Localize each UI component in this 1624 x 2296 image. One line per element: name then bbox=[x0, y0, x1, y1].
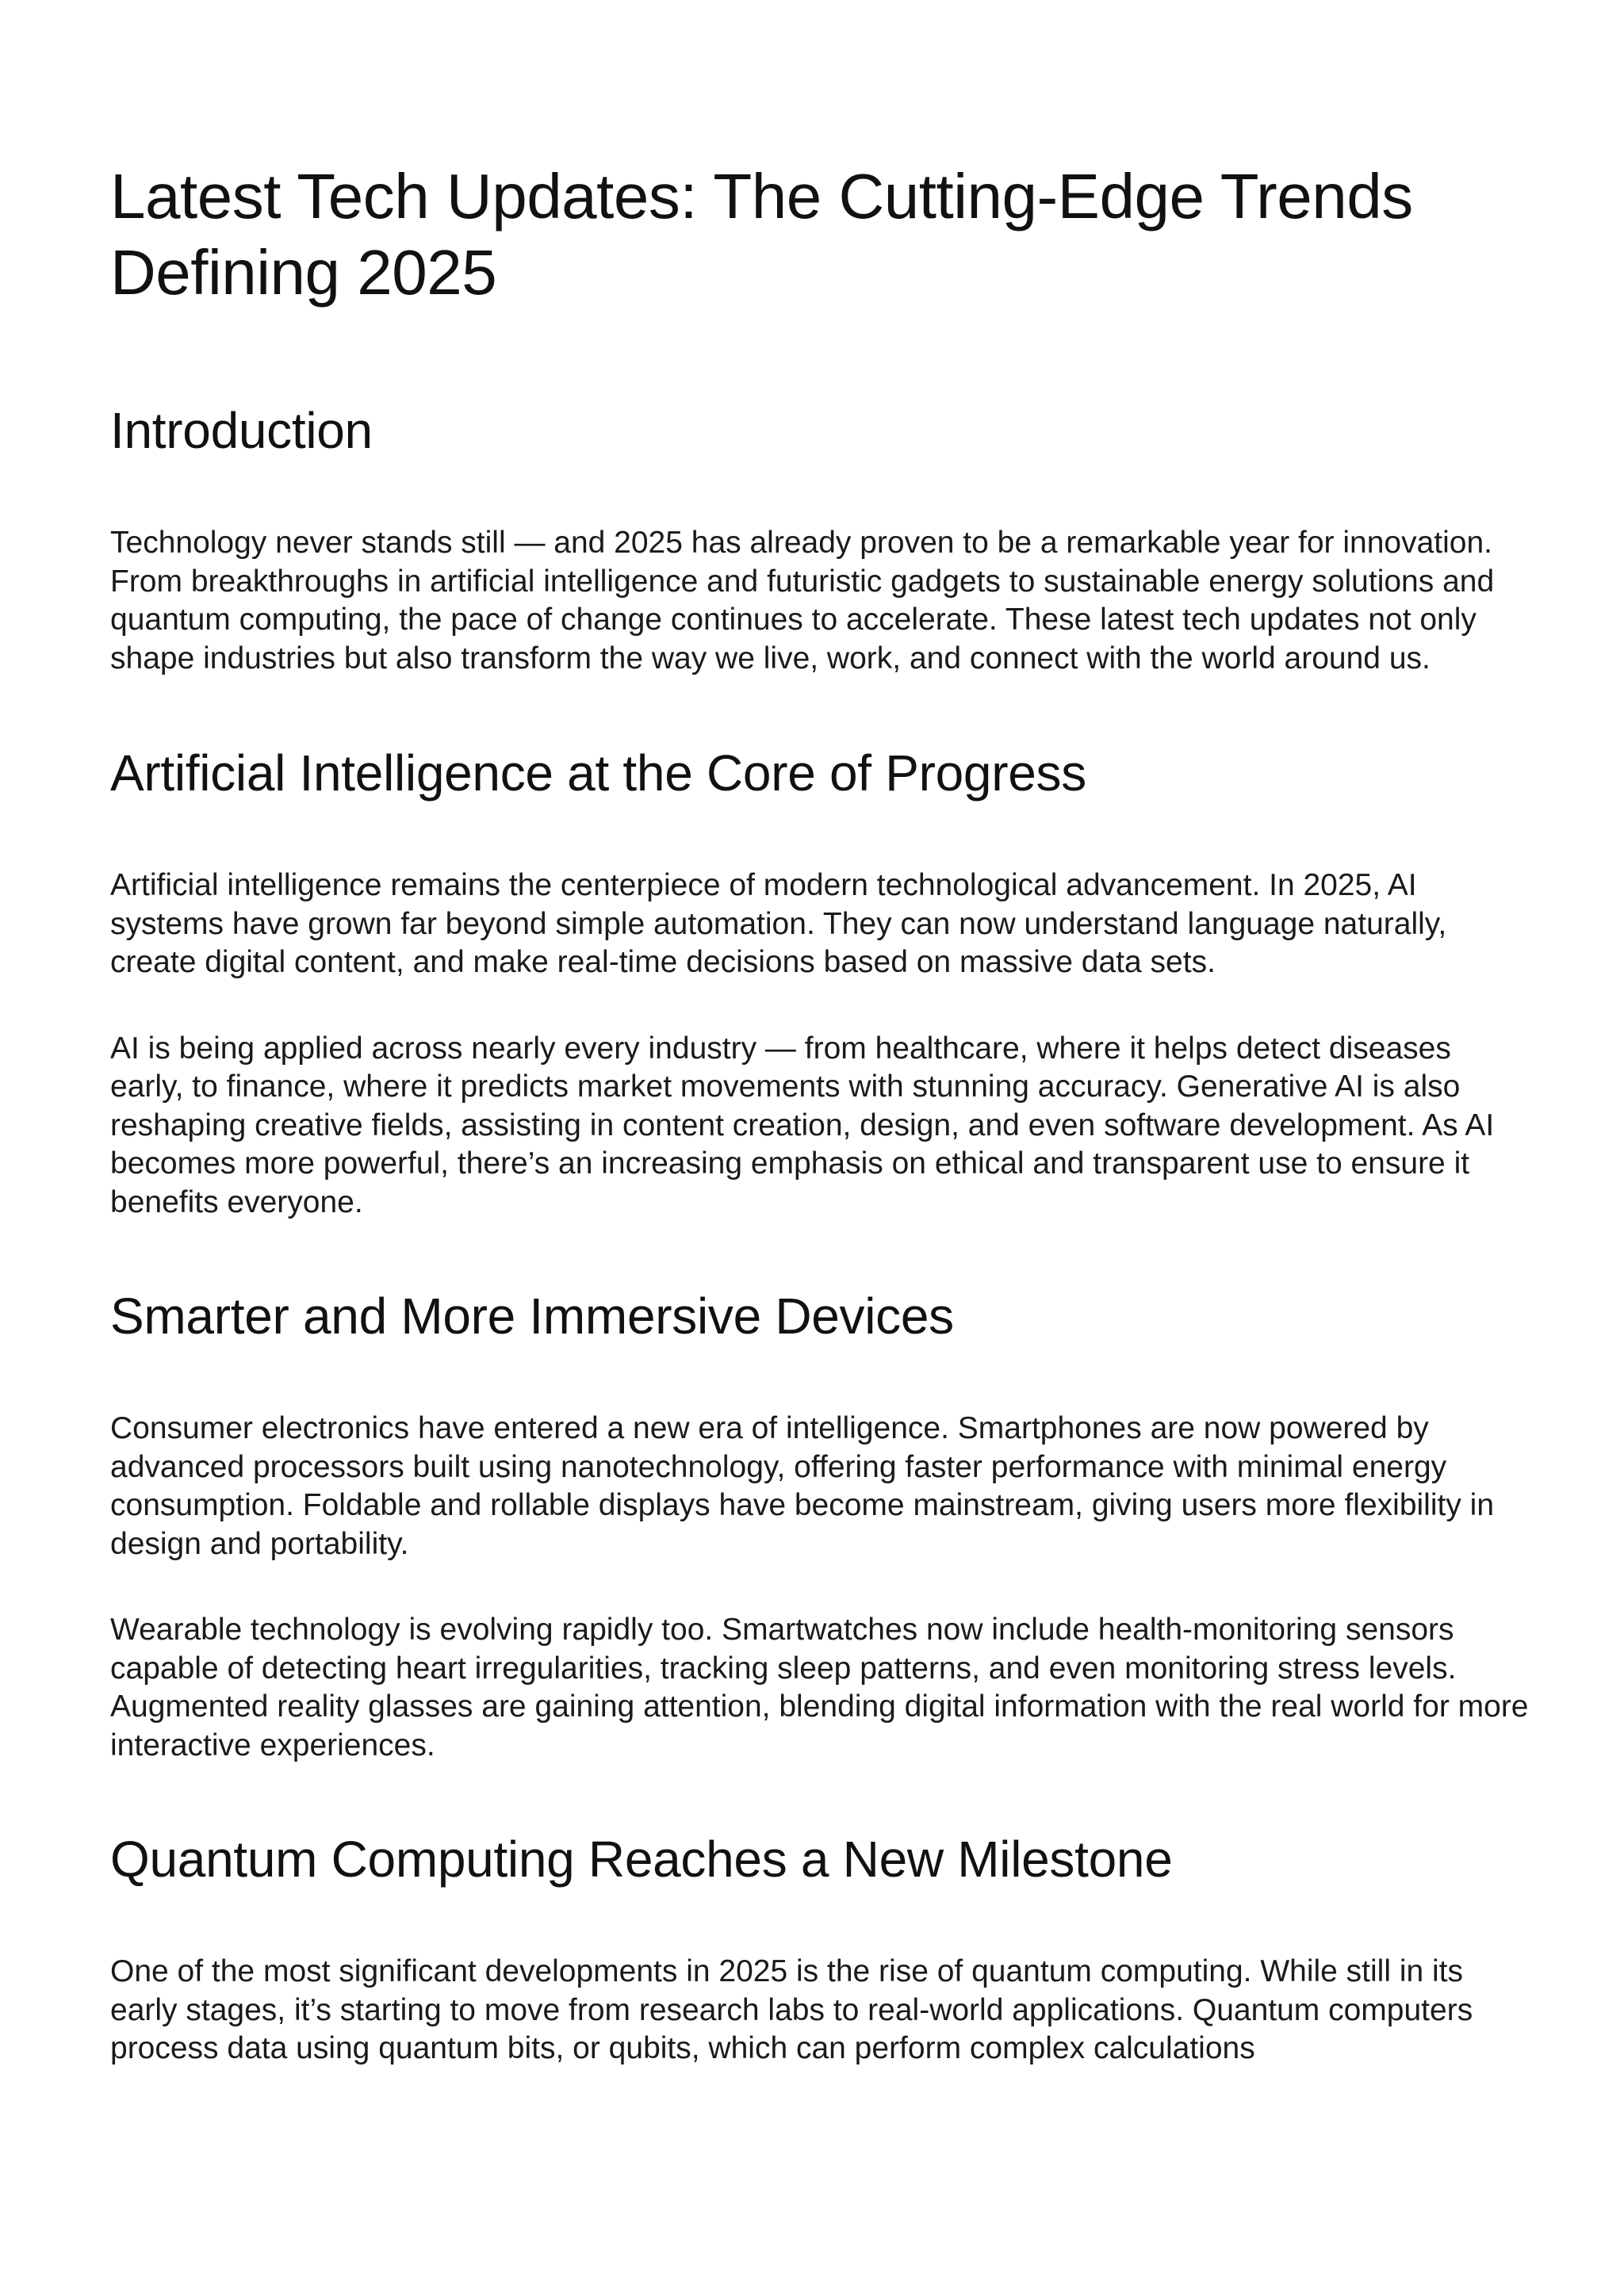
section-heading-introduction: Introduction bbox=[110, 402, 373, 459]
paragraph-ai-1: Artificial intelligence remains the centerpiece of modern technological advancement. In 2025, AI systems have grown far beyond simple automation. They can now understand language naturally, create digital content, and make real-time decisions based on massive data sets. bbox=[110, 868, 1447, 979]
page-title: Latest Tech Updates: The Cutting-Edge Trends Defining 2025 bbox=[110, 161, 1413, 308]
paragraph-ai-2: AI is being applied across nearly every industry — from healthcare, where it helps detect diseases early, to finance, where it predicts market movements with stunning accuracy. Generative AI is also reshaping creative fields, assisting in content creation, design, and even software development. As AI becomes more powerful, there’s an increasing emphasis on ethical and transparent use to ensure it benefits everyone. bbox=[110, 1031, 1495, 1219]
paragraph-introduction: Technology never stands still — and 2025 has already proven to be a remarkable year for innovation. From breakthroughs in artificial intelligence and futuristic gadgets to sustainable energy solutions and quantum computing, the pace of change continues to accelerate. These latest tech updates not only shape industries but also transform the way we live, work, and connect with the world around us. bbox=[110, 526, 1495, 675]
paragraph-devices-2: Wearable technology is evolving rapidly too. Smartwatches now include health-monitoring sensors capable of detecting heart irregularities, tracking sleep patterns, and even monitoring stress levels. Augmented reality glasses are gaining attention, blending digital information with the real world for more interactive experiences. bbox=[110, 1613, 1529, 1762]
section-heading-quantum-computing: Quantum Computing Reaches a New Milestone bbox=[110, 1831, 1173, 1888]
paragraph-quantum-1: One of the most significant developments in 2025 is the rise of quantum computing. While still in its early stages, it’s starting to move from research labs to real-world applications. Quantum computers process data using quantum bits, or qubits, which can perform complex calculations bbox=[110, 1954, 1473, 2065]
paragraph-devices-1: Consumer electronics have entered a new era of intelligence. Smartphones are now powered by advanced processors built using nanotechnology, offering faster performance with minimal energy consumption. Foldable and rollable displays have become mainstream, giving users more flexibility in design and portability. bbox=[110, 1411, 1495, 1561]
section-heading-devices: Smarter and More Immersive Devices bbox=[110, 1288, 954, 1345]
section-heading-artificial-intelligence: Artificial Intelligence at the Core of Progress bbox=[110, 744, 1086, 802]
document-body bbox=[110, 159, 1530, 2068]
